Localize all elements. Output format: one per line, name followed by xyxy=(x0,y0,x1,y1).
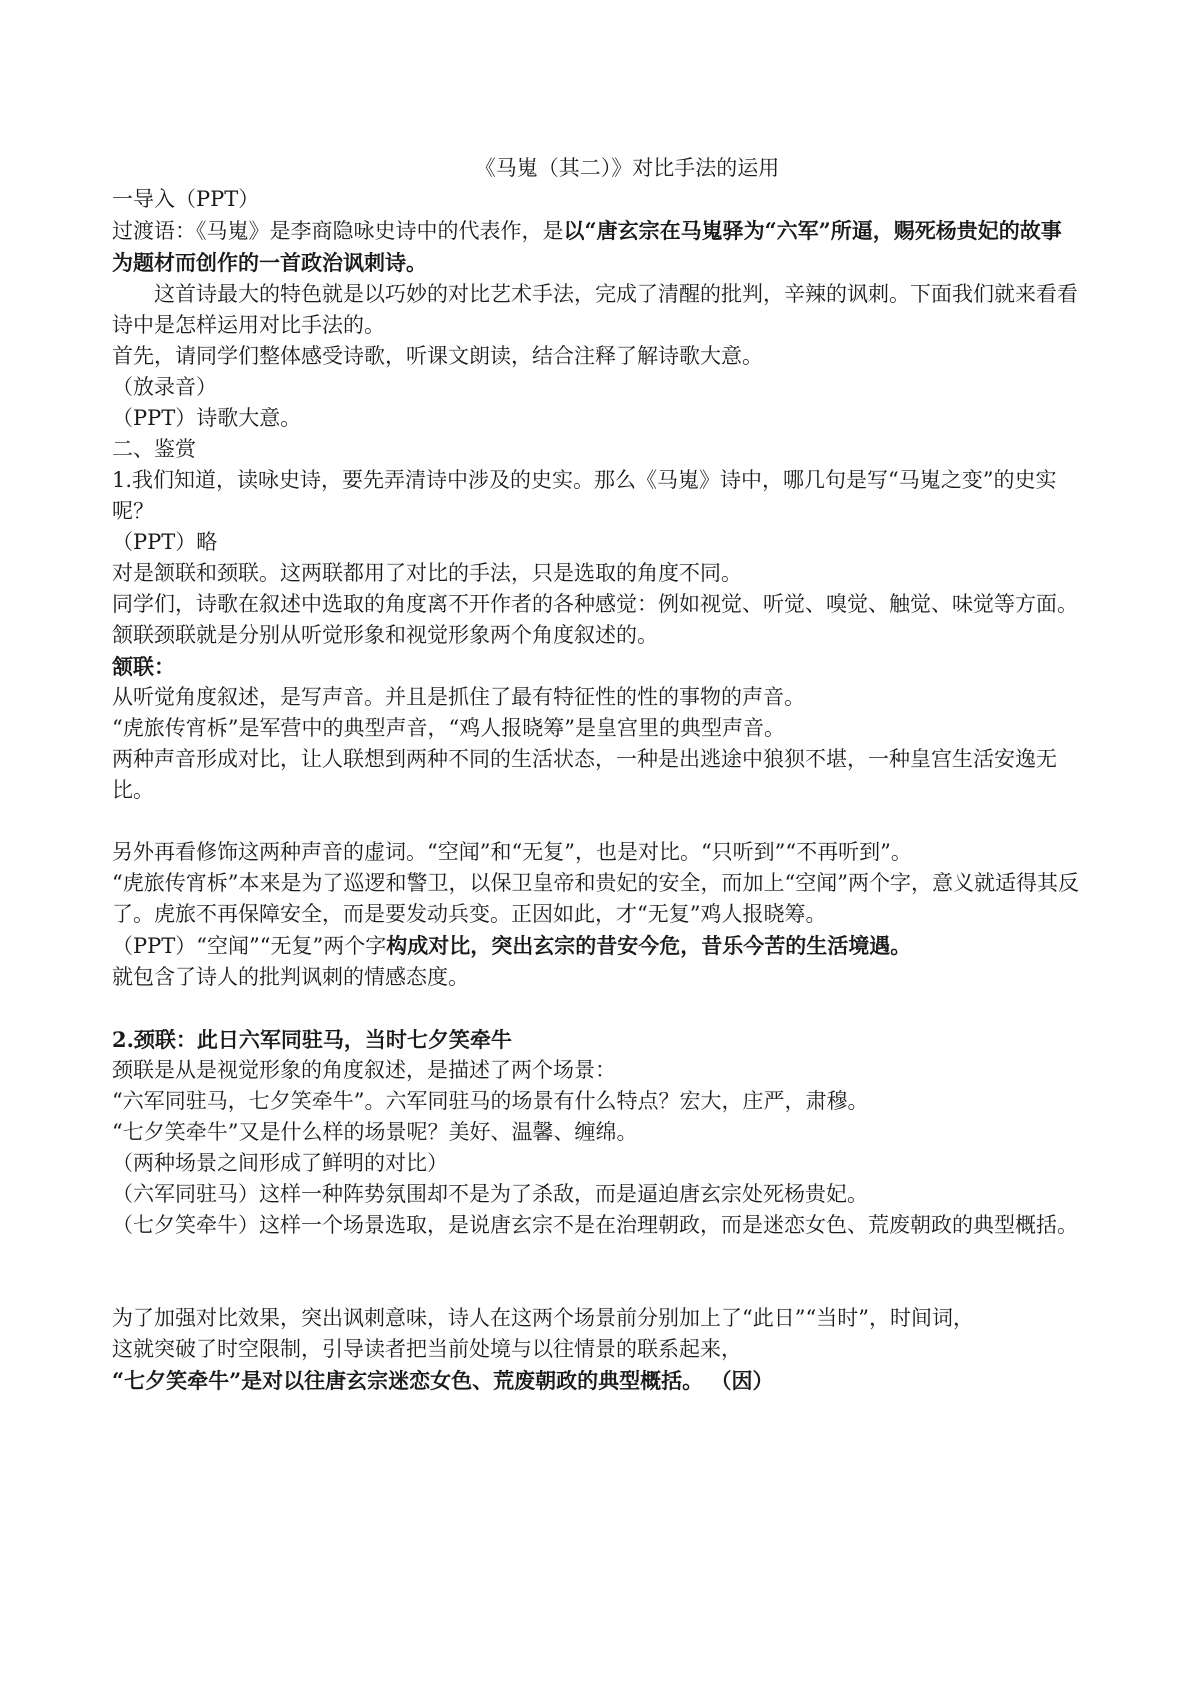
transition-text: 过渡语：《马嵬》是李商隐咏史诗中的代表作，是 xyxy=(112,219,564,243)
jinglian-paragraph-6: （七夕笑牵牛）这样一个场景选取，是说唐玄宗不是在治理朝政，而是迷恋女色、荒废朝政的典型概括。 xyxy=(112,1213,1078,1237)
first-paragraph: 首先，请同学们整体感受诗歌，听课文朗读，结合注释了解诗歌大意。 xyxy=(112,344,763,368)
answer-1: 对是颔联和颈联。这两联都用了对比的手法，只是选取的角度不同。 xyxy=(112,561,742,585)
ppt-brief-note: （PPT）略 xyxy=(112,530,218,554)
section2-heading: 二、鉴赏 xyxy=(112,437,196,461)
transition-paragraph xyxy=(112,215,1082,279)
play-audio-note: （放录音） xyxy=(112,375,217,399)
senses-paragraph: 同学们，诗歌在叙述中选取的角度离不开作者的各种感觉：例如视觉、听觉、嗅觉、触觉、味觉等方面。颔联颈联就是分别从听觉形象和视觉形象两个角度叙述的。 xyxy=(112,592,1078,647)
jinglian-paragraph-4: （两种场景之间形成了鲜明的对比） xyxy=(112,1151,448,1175)
question-1: 1.我们知道，读咏史诗，要先弄清诗中涉及的史实。那么《马嵬》诗中，哪几句是写“马嵬之变”的史实呢？ xyxy=(112,468,1057,523)
spacer xyxy=(112,993,1082,1024)
enhance-paragraph: 为了加强对比效果，突出讽刺意味，诗人在这两个场景前分别加上了“此日”“当时”，时间词， xyxy=(112,1306,974,1330)
ppt-contrast-paragraph xyxy=(112,930,1082,962)
huli-paragraph: “虎旅传宵柝”本来是为了巡逻和警卫，以保卫皇帝和贵妃的安全，而加上“空闻”两个字，意义就适得其反了。虎旅不再保障安全，而是要发动兵变。正因如此，才“无复”鸡人报晓筹。 xyxy=(112,871,1079,926)
jinglian-paragraph-1: 颈联是从是视觉形象的角度叙述，是描述了两个场景： xyxy=(112,1058,616,1082)
ppt-contrast-bold-text: 构成对比，突出玄宗的昔安今危，昔乐今苦的生活境遇。 xyxy=(386,933,912,958)
hanlian-paragraph-2: “虎旅传宵柝”是军营中的典型声音，“鸡人报晓筹”是皇宫里的典型声音。 xyxy=(112,716,785,740)
document-body xyxy=(112,153,1082,1396)
jinglian-paragraph-2: “六军同驻马，七夕笑牵牛”。六军同驻马的场景有什么特点？宏大，庄严，肃穆。 xyxy=(112,1089,869,1113)
ppt-meaning-note: （PPT）诗歌大意。 xyxy=(112,406,302,430)
breakthrough-paragraph: 这就突破了时空限制，引导读者把当前处境与以往情景的联系起来， xyxy=(112,1337,742,1361)
feature-paragraph: 这首诗最大的特色就是以巧妙的对比艺术手法，完成了清醒的批判，辛辣的讽刺。下面我们就来看看诗中是怎样运用对比手法的。 xyxy=(112,282,1078,337)
jinglian-heading: 2.颈联：此日六军同驻马，当时七夕笑牵牛 xyxy=(112,1027,512,1052)
spacer xyxy=(112,1241,1082,1303)
intro-heading: 一导入（PPT） xyxy=(112,187,260,211)
jinglian-paragraph-3: “七夕笑牵牛”又是什么样的场景呢？美好、温馨、缠绵。 xyxy=(112,1120,638,1144)
jinglian-paragraph-5: （六军同驻马）这样一种阵势氛围却不是为了杀敌，而是逼迫唐玄宗处死杨贵妃。 xyxy=(112,1182,868,1206)
ppt-contrast-text: （PPT）“空闻”“无复”两个字 xyxy=(112,934,387,958)
final-bold-paragraph: “七夕笑牵牛”是对以往唐玄宗迷恋女色、荒废朝政的典型概括。 （因） xyxy=(112,1368,774,1393)
critique-paragraph: 就包含了诗人的批判讽刺的情感态度。 xyxy=(112,965,469,989)
hanlian-paragraph-3: 两种声音形成对比，让人联想到两种不同的生活状态，一种是出逃途中狼狈不堪，一种皇宫生活安逸无比。 xyxy=(112,747,1057,802)
transition-bold-text: 以“唐玄宗在马嵬驿为“六军”所逼，赐死杨贵妃的故事为题材而创作的一首政治讽刺诗。 xyxy=(112,218,1062,275)
spacer xyxy=(112,806,1082,837)
hanlian-heading: 颔联： xyxy=(112,654,175,679)
hanlian-paragraph-1: 从听觉角度叙述，是写声音。并且是抓住了最有特征性的性的事物的声音。 xyxy=(112,685,805,709)
xuci-paragraph: 另外再看修饰这两种声音的虚词。“空闻”和“无复”，也是对比。“只听到”“不再听到”。 xyxy=(112,840,912,864)
page-title: 《马嵬（其二）》对比手法的运用 xyxy=(474,156,780,180)
